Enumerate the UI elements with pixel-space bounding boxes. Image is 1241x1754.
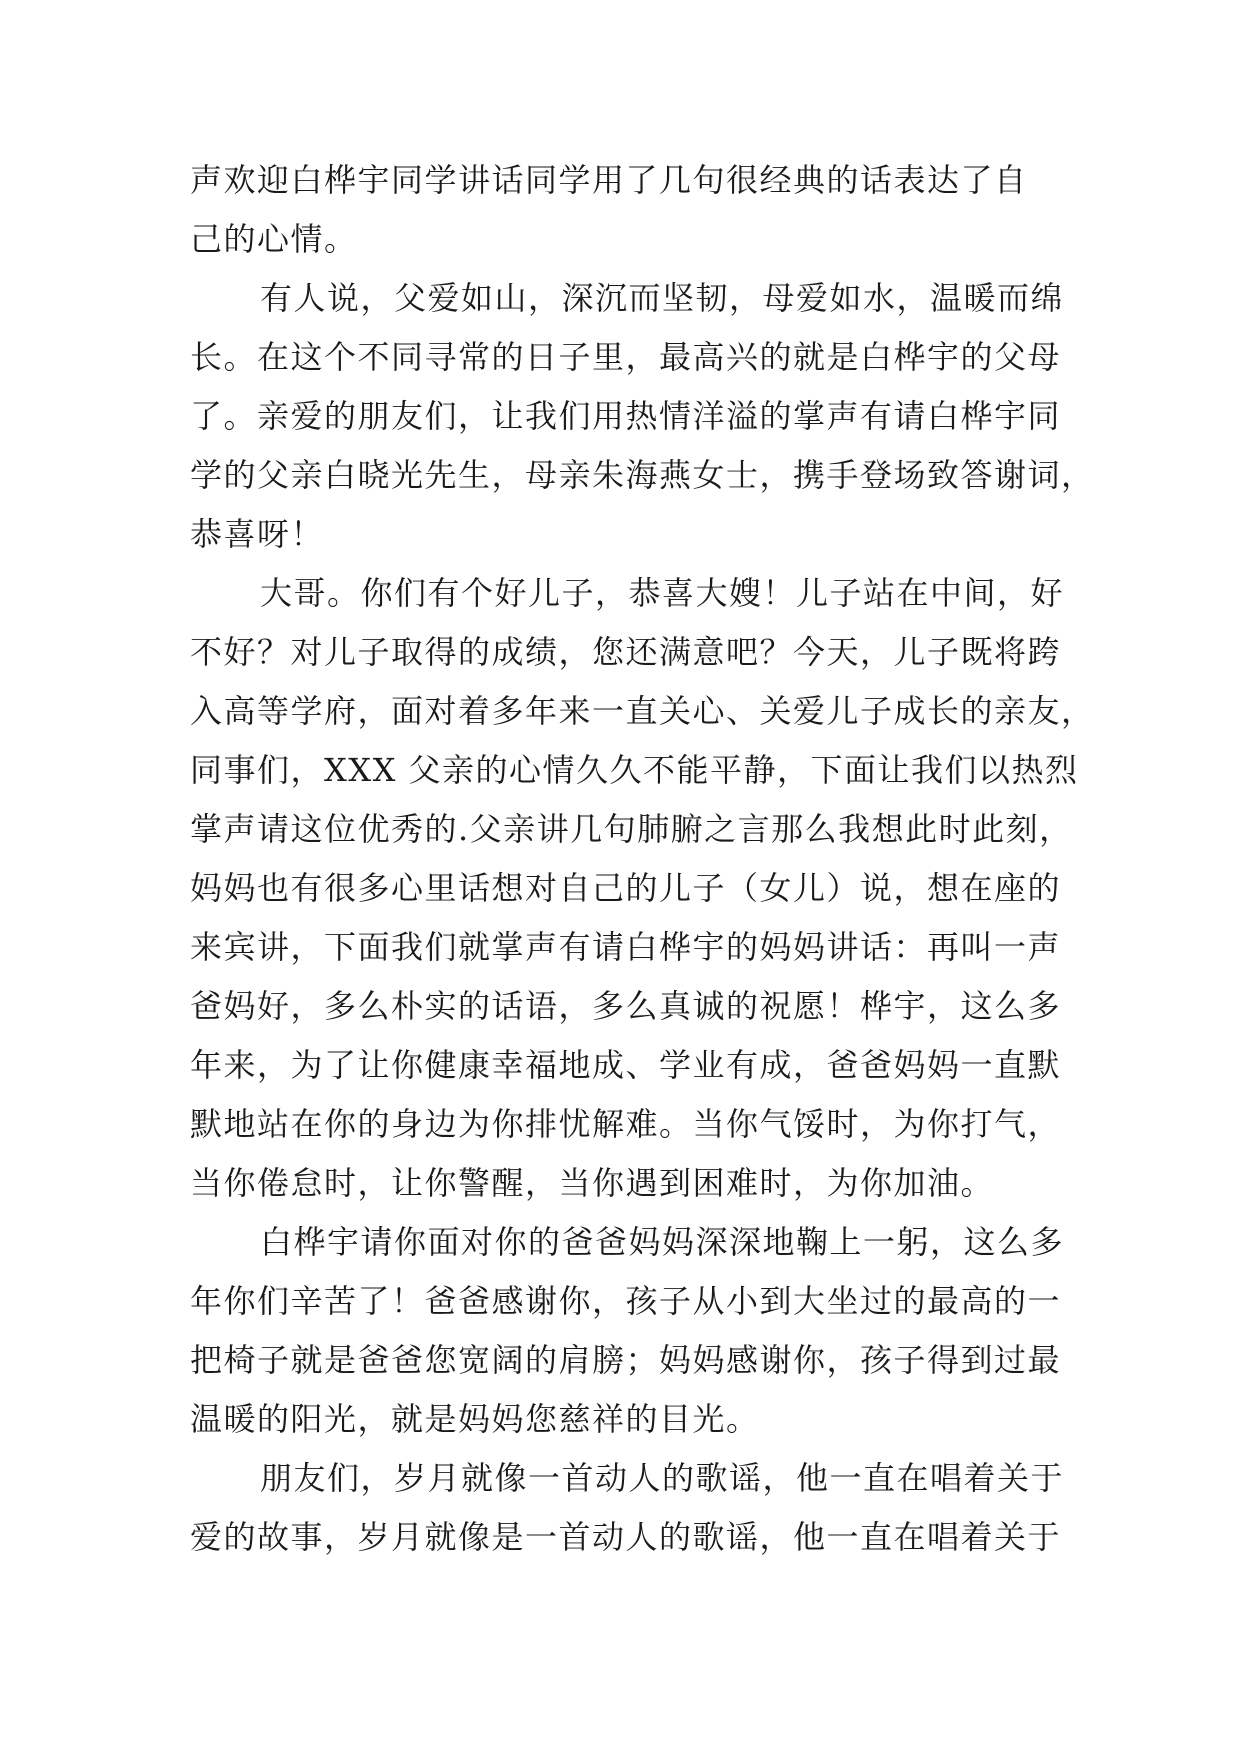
text-line: 妈妈也有很多心里话想对自己的儿子（女儿）说，想在座的 <box>190 869 1062 907</box>
text-line: 恭喜呀！ <box>190 515 325 553</box>
text-line: 年来，为了让你健康幸福地成、学业有成，爸爸妈妈一直默 <box>190 1046 1062 1084</box>
paragraph-first-line: 白桦宇请你面对你的爸爸妈妈深深地鞠上一躬，这么多 <box>260 1223 1065 1261</box>
paragraph-first-line: 有人说，父爱如山，深沉而坚韧，母爱如水，温暖而绵 <box>260 279 1065 317</box>
text-line: 不好？对儿子取得的成绩，您还满意吧？今天，儿子既将跨 <box>190 633 1062 671</box>
text-line: 年你们辛苦了！爸爸感谢你，孩子从小到大坐过的最高的一 <box>190 1282 1062 1320</box>
paragraph-first-line: 朋友们，岁月就像一首动人的歌谣，他一直在唱着关于 <box>260 1459 1065 1497</box>
text-line: 温暖的阳光，就是妈妈您慈祥的目光。 <box>190 1400 760 1438</box>
paragraph-first-line: 大哥。你们有个好儿子，恭喜大嫂！儿子站在中间，好 <box>260 574 1065 612</box>
text-line: 声欢迎白桦宇同学讲话同学用了几句很经典的话表达了自 <box>190 161 1028 199</box>
text-line: 了。亲爱的朋友们，让我们用热情洋溢的掌声有请白桦宇同 <box>190 397 1062 435</box>
text-line: 掌声请这位优秀的.父亲讲几句肺腑之言那么我想此时此刻， <box>190 810 1073 848</box>
text-line: 爱的故事，岁月就像是一首动人的歌谣，他一直在唱着关于 <box>190 1518 1062 1556</box>
text-line: 己的心情。 <box>190 220 358 258</box>
text-line: 学的父亲白晓光先生，母亲朱海燕女士，携手登场致答谢词， <box>190 456 1095 494</box>
text-line: 长。在这个不同寻常的日子里，最高兴的就是白桦宇的父母 <box>190 338 1062 376</box>
text-line: 把椅子就是爸爸您宽阔的肩膀；妈妈感谢你，孩子得到过最 <box>190 1341 1062 1379</box>
text-line: 来宾讲，下面我们就掌声有请白桦宇的妈妈讲话：再叫一声 <box>190 928 1062 966</box>
text-line: 爸妈好，多么朴实的话语，多么真诚的祝愿！桦宇，这么多 <box>190 987 1062 1025</box>
text-line: 入高等学府，面对着多年来一直关心、关爱儿子成长的亲友， <box>190 692 1095 730</box>
text-line: 默地站在你的身边为你排忧解难。当你气馁时，为你打气， <box>190 1105 1062 1143</box>
document-body <box>190 151 1095 1567</box>
text-line: 当你倦怠时，让你警醒，当你遇到困难时，为你加油。 <box>190 1164 995 1202</box>
text-line: 同事们，XXX 父亲的心情久久不能平静，下面让我们以热烈 <box>190 751 1079 789</box>
